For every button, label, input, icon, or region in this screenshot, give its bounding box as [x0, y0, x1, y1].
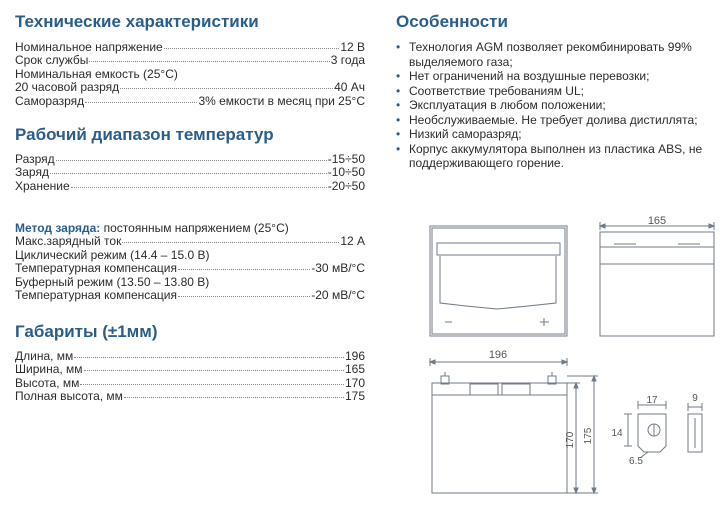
spec-value: 12 В [340, 40, 365, 54]
charge-method-text: постоянным напряжением (25°C) [100, 221, 289, 235]
dim-label: Ширина, мм [15, 362, 83, 377]
spec-value: 40 Ач [334, 80, 365, 95]
front-view [430, 358, 598, 493]
dim-value: 165 [344, 362, 365, 377]
charge-row [15, 289, 365, 302]
feature-item [396, 84, 721, 99]
bullet-icon: • [396, 98, 401, 112]
dim-value: 196 [344, 349, 365, 363]
feature-item [396, 127, 721, 142]
charge-value: 12 А [340, 234, 365, 249]
spec-label: Номинальное напряжение [15, 40, 163, 54]
side-view [600, 222, 714, 336]
charge-label: Макс.зарядный ток [15, 234, 122, 249]
temp-row [15, 180, 365, 193]
bullet-icon: • [396, 40, 401, 54]
terminal-width-label: 17 [646, 395, 658, 406]
feature-text: Технология AGM позволяет рекомбинировать 99% выделяемого газа; [409, 40, 692, 69]
charge-row [15, 262, 365, 275]
dim-label: Высота, мм [15, 375, 80, 390]
feature-text: Корпус аккумулятора выполнен из пластика ABS, не поддерживающего горение. [409, 141, 703, 170]
dim-row [15, 350, 365, 363]
specs-table [15, 41, 365, 108]
specs-title: Технические характеристики [15, 12, 259, 31]
buffer-heading: Буферный режим (13.50 – 13.80 В) [15, 274, 210, 289]
terminal-detail [624, 401, 702, 458]
cyclic-heading: Циклический режим (14.4 – 15.0 В) [15, 247, 210, 262]
charge-value: -30 мВ/°C [311, 261, 365, 276]
charge-method-label: Метод заряда: [15, 221, 101, 235]
top-view [430, 226, 567, 336]
full-height-dim-label: 175 [583, 427, 594, 445]
dim-label: Длина, мм [15, 349, 74, 363]
feature-text: Нет ограничений на воздушные перевозки; [409, 69, 650, 83]
spec-row [15, 95, 365, 108]
temp-row [15, 166, 365, 179]
temp-table [15, 153, 365, 193]
bullet-icon: • [396, 127, 401, 141]
feature-item [396, 113, 721, 128]
dim-value: 170 [344, 375, 365, 390]
bullet-icon: • [396, 112, 401, 127]
capacity-heading: Номинальная емкость (25°C) [15, 66, 178, 81]
spec-label: 20 часовой разряд [15, 80, 120, 95]
temp-row [15, 153, 365, 166]
feature-item [396, 98, 721, 113]
spec-label: Саморазряд [15, 93, 85, 108]
feature-text: Эксплуатация в любом положении; [409, 98, 606, 112]
temp-value: -15÷50 [327, 152, 365, 166]
spec-row [15, 41, 365, 54]
temp-label: Разряд [15, 152, 55, 166]
width-dim-label: 165 [647, 215, 667, 227]
bullet-icon: • [396, 141, 401, 156]
feature-item [396, 40, 721, 69]
spec-row [15, 54, 365, 67]
temp-label: Хранение [15, 178, 70, 193]
dim-row [15, 363, 365, 376]
charge-label: Температурная компенсация [15, 261, 177, 276]
dim-label: Полная высота, мм [15, 389, 123, 404]
charge-label: Температурная компенсация [15, 287, 177, 302]
height-dim-label: 170 [565, 431, 576, 449]
charge-table [15, 222, 365, 302]
feature-text: Низкий саморазряд; [409, 127, 522, 141]
terminal-side-label: 9 [692, 393, 698, 404]
temp-value: -20÷50 [327, 178, 365, 193]
temp-title: Рабочий диапазон температур [15, 125, 274, 144]
charge-row [15, 235, 365, 248]
dim-value: 175 [344, 389, 365, 404]
temp-value: -10÷50 [327, 165, 365, 180]
terminal-hole-label: 6.5 [629, 456, 643, 467]
feature-item [396, 142, 721, 171]
dims-title: Габариты (±1мм) [15, 322, 158, 341]
dims-table [15, 350, 365, 404]
bullet-icon: • [396, 83, 401, 98]
charge-method [15, 222, 365, 235]
spec-row [15, 81, 365, 94]
features-list [396, 40, 721, 171]
dim-row [15, 377, 365, 390]
feature-text: Необслуживаемые. Не требует долива дистиллята; [409, 112, 698, 127]
dim-row [15, 390, 365, 403]
spec-value: 3% емкости в месяц при 25°C [198, 93, 365, 108]
charge-value: -20 мВ/°C [311, 287, 365, 302]
length-dim-label: 196 [488, 349, 508, 361]
temp-label: Заряд [15, 165, 49, 180]
feature-text: Соответствие требованиям UL; [409, 83, 584, 98]
feature-item [396, 69, 721, 84]
spec-value: 3 года [330, 53, 365, 68]
spec-label: Срок службы [15, 53, 89, 68]
features-title: Особенности [396, 12, 508, 31]
bullet-icon: • [396, 69, 401, 83]
terminal-height-label: 14 [611, 428, 623, 439]
